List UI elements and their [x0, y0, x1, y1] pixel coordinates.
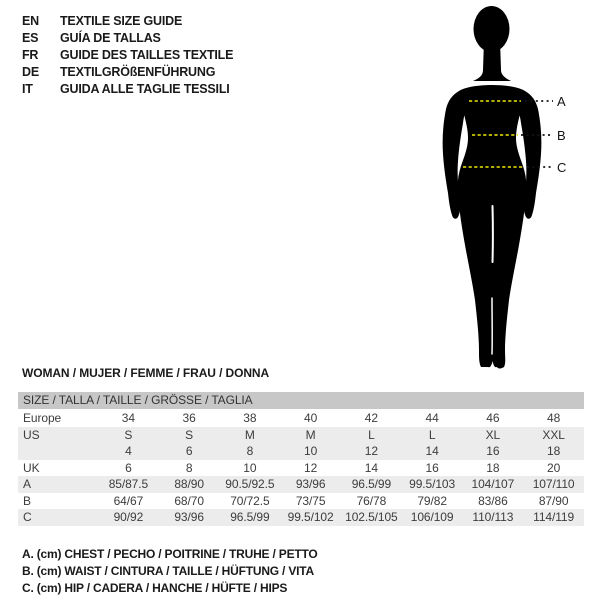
table-cell: 110/113	[472, 510, 514, 525]
table-cell: 79/82	[417, 493, 447, 508]
table-cell: 73/75	[295, 493, 326, 508]
silhouette-neck	[473, 40, 511, 81]
language-code: ES	[22, 30, 39, 45]
size-table-rows	[18, 410, 584, 526]
table-cell: XXL	[542, 427, 565, 442]
table-cell: 93/96	[295, 477, 326, 492]
table-cell: 48	[547, 411, 561, 426]
table-cell: 18	[486, 460, 500, 475]
table-cell: 64/67	[113, 493, 144, 508]
table-cell: 14	[425, 444, 439, 459]
table-cell: 104/107	[471, 477, 515, 492]
table-cell: 6	[185, 444, 193, 459]
language-title-block	[22, 12, 233, 97]
legend-line: C. (cm) HIP / CADERA / HANCHE / HÜFTE / HIPS	[22, 581, 288, 595]
row-label: US	[23, 427, 40, 442]
table-cell: 10	[243, 460, 257, 475]
table-row	[18, 443, 584, 460]
table-cell: L	[428, 427, 436, 442]
row-label: B	[23, 493, 31, 508]
section-title-woman: WOMAN / MUJER / FEMME / FRAU / DONNA	[22, 366, 270, 380]
table-cell: 40	[304, 411, 318, 426]
table-cell: 20	[547, 460, 561, 475]
table-cell: 114/119	[533, 510, 575, 525]
table-cell: 12	[364, 444, 378, 459]
table-cell: XL	[485, 427, 501, 442]
table-cell: 70/72.5	[230, 493, 270, 508]
table-cell: 34	[121, 411, 135, 426]
table-cell: M	[305, 427, 316, 442]
row-label: A	[23, 477, 31, 492]
table-cell: L	[368, 427, 375, 442]
table-cell: 106/109	[410, 510, 454, 525]
row-label: C	[23, 510, 32, 525]
language-code: DE	[22, 64, 39, 79]
language-title: TEXTILE SIZE GUIDE	[60, 13, 183, 28]
table-cell: 10	[304, 444, 318, 459]
table-cell: 44	[425, 411, 439, 426]
table-cell: 96.5/99	[230, 510, 270, 525]
table-cell: 16	[425, 460, 439, 475]
row-label: Europe	[23, 411, 62, 426]
size-table	[18, 392, 584, 526]
legend-line: A. (cm) CHEST / PECHO / POITRINE / TRUHE / PETTO	[22, 547, 318, 561]
label-B: B	[557, 128, 566, 143]
table-row	[18, 493, 584, 510]
language-title: GUIDA ALLE TAGLIE TESSILI	[60, 81, 230, 96]
table-row	[18, 410, 584, 427]
table-row	[18, 476, 584, 493]
size-table-header: SIZE / TALLA / TAILLE / GRÖSSE / TAGLIA	[18, 392, 584, 409]
language-row	[22, 29, 233, 46]
table-cell: 14	[364, 460, 378, 475]
table-cell: 87/90	[538, 493, 569, 508]
table-cell: 38	[243, 411, 257, 426]
language-title: GUÍA DE TALLAS	[60, 30, 161, 45]
language-row	[22, 63, 233, 80]
language-title: TEXTILGRÖßENFÜHRUNG	[60, 64, 216, 79]
language-code: EN	[22, 13, 39, 28]
language-row	[22, 80, 233, 97]
table-cell: 6	[125, 460, 132, 475]
table-cell: S	[124, 427, 133, 442]
table-cell: 90/92	[113, 510, 144, 525]
table-cell: 4	[125, 444, 132, 459]
label-C: C	[557, 160, 567, 175]
table-cell: 102.5/105	[345, 510, 398, 525]
language-row	[22, 12, 233, 29]
table-row	[18, 509, 584, 526]
language-title: GUIDE DES TAILLES TEXTILE	[60, 47, 234, 62]
row-label: UK	[23, 460, 40, 475]
table-cell: 68/70	[174, 493, 204, 508]
language-row	[22, 46, 233, 63]
woman-silhouette	[415, 0, 600, 380]
table-row	[18, 460, 584, 477]
table-cell: 76/78	[356, 493, 387, 508]
table-cell: 46	[486, 411, 500, 426]
table-cell: 8	[246, 444, 254, 459]
table-cell: M	[244, 427, 255, 442]
table-cell: 8	[185, 460, 193, 475]
table-cell: 85/87.5	[108, 477, 149, 492]
table-cell: 12	[304, 460, 318, 475]
table-cell: 36	[182, 411, 196, 426]
table-cell: 88/90	[174, 477, 204, 492]
table-cell: 42	[364, 411, 378, 426]
table-cell: 107/110	[532, 477, 575, 492]
table-cell: 90.5/92.5	[225, 477, 275, 492]
legend-line: B. (cm) WAIST / CINTURA / TAILLE / HÜFTUNG / VITA	[22, 564, 314, 578]
table-cell: 96.5/99	[351, 477, 392, 492]
table-cell: 93/96	[174, 510, 204, 525]
table-cell: 16	[486, 444, 500, 459]
table-cell: 99.5/103	[409, 477, 456, 492]
table-cell: 18	[547, 444, 561, 459]
woman-figure	[415, 0, 600, 380]
measurement-legend	[22, 546, 318, 597]
language-code: FR	[22, 47, 39, 62]
table-row	[18, 427, 584, 444]
label-A: A	[557, 94, 566, 109]
table-cell: S	[185, 427, 194, 442]
table-cell: 99.5/102	[287, 510, 334, 525]
language-code: IT	[22, 81, 33, 96]
table-cell: 83/86	[478, 493, 508, 508]
